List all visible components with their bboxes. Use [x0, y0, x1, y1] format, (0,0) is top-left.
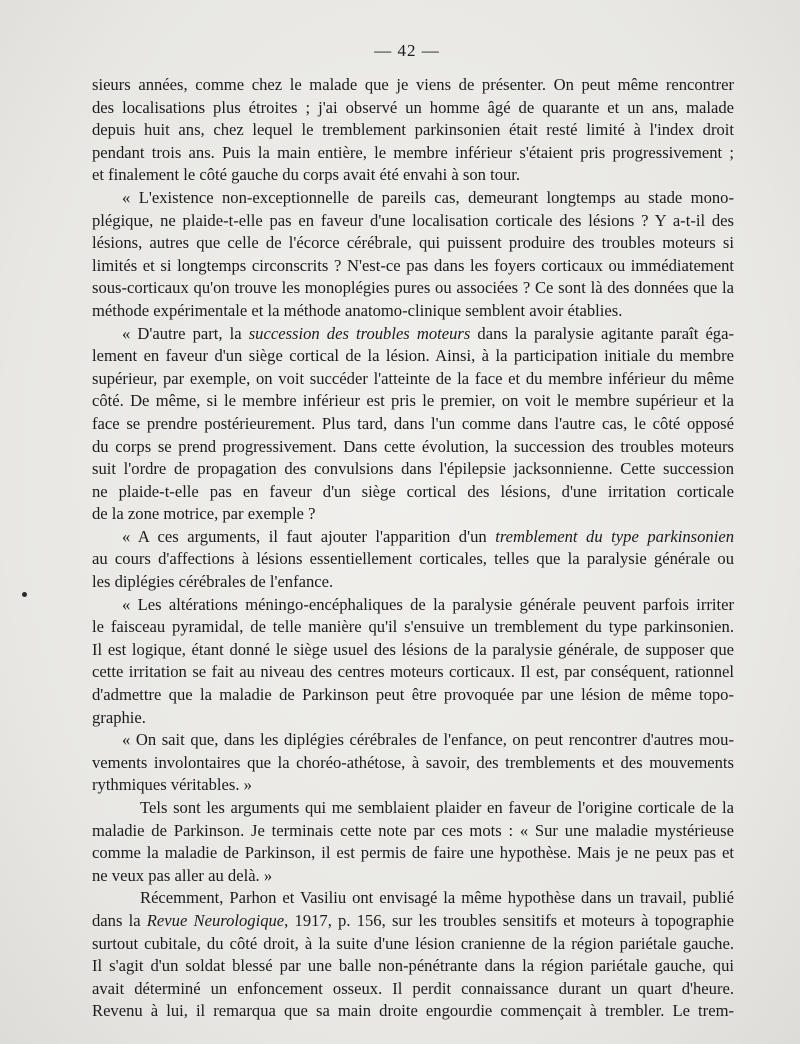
text-line: maladie de Parkinson. Je terminais cette note par ces mots : « Sur une maladie mystérieuse: [92, 820, 734, 840]
italic-phrase: Revue Neurologique: [146, 910, 285, 930]
text-line: sous-corticaux qu'on trouve les monoplégies pures ou associées ? Ce sont là des données que la: [92, 278, 734, 298]
italic-phrase: succession des troubles moteurs: [248, 323, 471, 343]
paragraph-1: [92, 74, 734, 187]
text-line: « On sait que, dans les diplégies cérébrales de l'enfance, on peut rencontrer d'autres mou-: [122, 730, 734, 750]
text-line: sieurs années, comme chez le malade que je viens de présenter. On peut même rencontrer: [92, 75, 734, 94]
text-line: au cours d'affections à lésions essentiellement corticales, telles que la paralysie générale ou: [92, 549, 734, 569]
text-line: du corps se prend progressivement. Dans cette évolution, la succession des troubles moteurs: [92, 436, 734, 456]
paragraph-3: [92, 323, 734, 526]
paragraph-4: [92, 526, 734, 594]
text-line: ne plaide-t-elle pas en faveur d'un siège cortical des lésions, d'une irritation corticale: [92, 481, 734, 501]
text-line: Il s'agit d'un soldat blessé par une balle non-pénétrante dans la région pariétale gauche, qui: [92, 956, 734, 976]
text-line: cette irritation se fait au niveau des centres moteurs corticaux. Il est, par conséquent, rationnel: [92, 662, 734, 682]
text-line: supérieur, par exemple, on voit succéder l'atteinte de la face et du membre inférieur du même: [92, 368, 734, 388]
text-line: plégique, ne plaide-t-elle pas en faveur d'une localisation corticale des lésions ? Y a-t-il des: [92, 210, 734, 230]
text-line: face se prendre postérieurement. Plus tard, dans l'un comme dans l'autre cas, le côté opposé: [92, 413, 734, 433]
text-run: « D'autre part, la: [122, 323, 249, 343]
text-run: « A ces arguments, il faut ajouter l'apparition d'un: [122, 526, 496, 546]
text-line: ne veux pas aller au delà. »: [92, 865, 273, 885]
text-run: dans la: [92, 910, 147, 930]
text-line: graphie.: [92, 707, 146, 727]
text-line: pendant trois ans. Puis la main entière, le membre inférieur s'étaient pris progressivement ;: [92, 142, 734, 162]
italic-phrase: tremblement du type parkinsonien: [495, 526, 734, 546]
paragraph-5: [92, 594, 734, 730]
text-line: côté. De même, si le membre inférieur est pris le premier, on voit le membre supérieur et la: [92, 391, 734, 411]
text-run: dans la paralysie agitante paraît éga-: [470, 323, 734, 343]
body-text: [92, 74, 734, 1023]
text-line: limités et si longtemps circonscrits ? N'est-ce pas dans les foyers corticaux ou immédiatement: [92, 255, 734, 275]
text-line: vements involontaires que la choréo-athétose, à savoir, des tremblements et des mouvements: [92, 752, 734, 772]
paragraph-6: [92, 729, 734, 797]
text-line: surtout cubitale, du côté droit, à la suite d'une lésion cranienne de la région pariétale gauche.: [92, 933, 734, 953]
text-line: Tels sont les arguments qui me semblaient plaider en faveur de l'origine corticale de la: [140, 798, 734, 817]
text-line: des localisations plus étroites ; j'ai observé un homme âgé de quarante et un ans, malade: [92, 97, 734, 117]
text-line: lésions, autres que celle de l'écorce cérébrale, qui puissent produire des troubles moteurs si: [92, 233, 734, 253]
text-line: [92, 323, 734, 346]
text-line: d'admettre que la maladie de Parkinson peut être provoquée par une lésion de même topo-: [92, 685, 734, 705]
text-line: comme la maladie de Parkinson, il est permis de faire une hypothèse. Mais je ne peux pas et: [92, 843, 734, 863]
paragraph-2: [92, 187, 734, 323]
text-line: « Les altérations méningo-encéphaliques de la paralysie générale peuvent parfois irriter: [122, 594, 734, 614]
text-line: lement en faveur d'un siège cortical de la lésion. Ainsi, à la participation initiale du membre: [92, 346, 734, 366]
page-number: — 42 —: [374, 41, 440, 60]
paragraph-7: [92, 797, 734, 887]
text-line: « L'existence non-exceptionnelle de pareils cas, demeurant longtemps au stade mono-: [122, 187, 734, 207]
text-line: Il est logique, étant donné le siège usuel des lésions de la paralysie générale, de supposer que: [92, 639, 734, 659]
text-line: les diplégies cérébrales de l'enfance.: [92, 572, 334, 592]
text-line: Revenu à lui, il remarqua que sa main droite engourdie commençait à trembler. Le trem-: [92, 1001, 734, 1021]
text-line: [92, 526, 734, 549]
text-line: suit l'ordre de propagation des convulsions dans l'épilepsie jacksonnienne. Cette succession: [92, 459, 734, 479]
text-line: méthode expérimentale et la méthode anatomo-clinique semblent avoir établies.: [92, 300, 623, 320]
text-line: [92, 910, 734, 933]
text-line: et finalement le côté gauche du corps avait été envahi à son tour.: [92, 165, 521, 185]
text-run: , 1917, p. 156, sur les troubles sensitifs et moteurs à topographie: [284, 910, 734, 930]
text-line: depuis huit ans, chez lequel le tremblement parkinsonien était resté limité à l'index droit: [92, 120, 734, 140]
text-line: avait déterminé un enfoncement osseux. Il perdit connaissance durant un quart d'heure.: [92, 978, 734, 998]
text-line: de la zone motrice, par exemple ?: [92, 504, 316, 524]
text-line: Récemment, Parhon et Vasiliu ont envisagé la même hypothèse dans un travail, publié: [140, 888, 734, 908]
paragraph-8: [92, 887, 734, 1023]
text-line: le faisceau pyramidal, de telle manière qu'il s'ensuive un tremblement du type parkinsonien.: [92, 617, 734, 637]
ink-speck: [22, 592, 27, 597]
text-line: rythmiques véritables. »: [92, 775, 252, 795]
